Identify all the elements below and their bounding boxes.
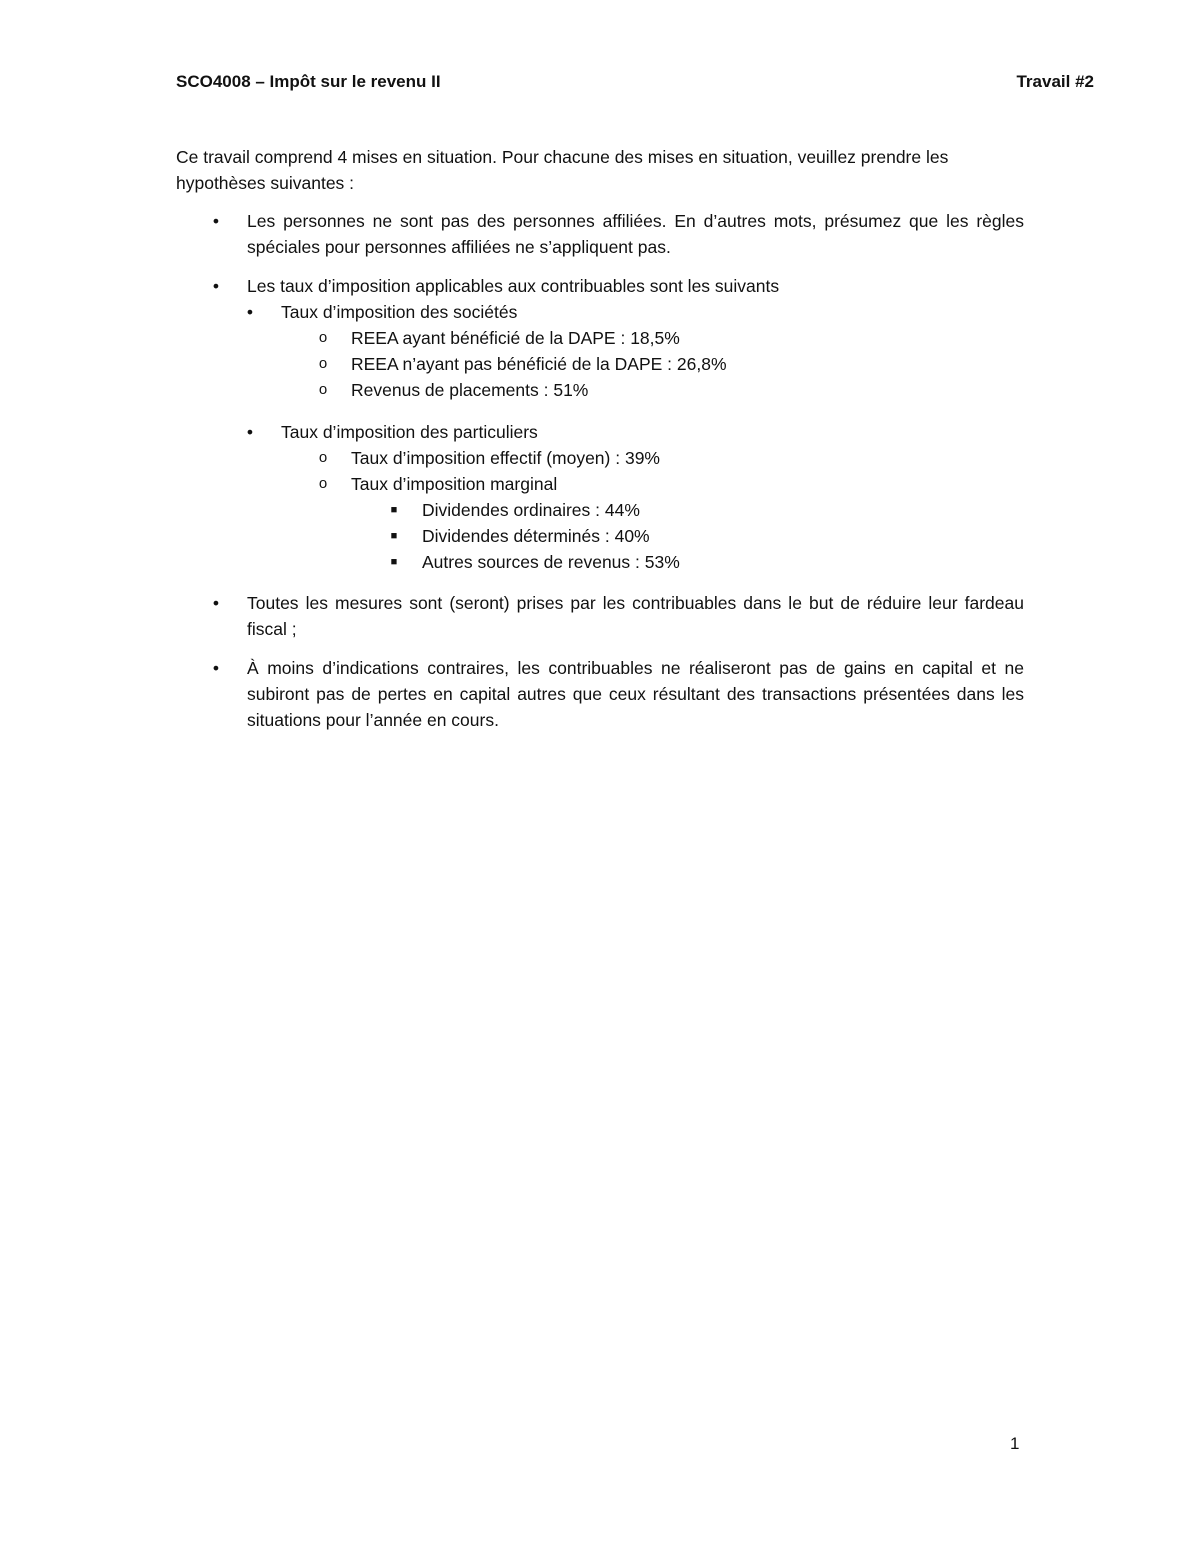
- individual-rates-label: Taux d’imposition des particuliers: [281, 422, 538, 442]
- list-item: [176, 655, 1024, 733]
- list-item: [176, 497, 1024, 523]
- assumption-affiliated: Les personnes ne sont pas des personnes affiliées. En d’autres mots, présumez que les règles spéciales pour personnes affiliées ne s’appliquent pas.: [247, 211, 1024, 257]
- individual-effective-rate: Taux d’imposition effectif (moyen) : 39%: [351, 448, 660, 468]
- assumption-list-2b: [176, 419, 1024, 575]
- assumption-list-1: [176, 208, 1024, 260]
- bullet-icon: •: [212, 593, 220, 613]
- list-item: [176, 377, 1024, 403]
- page-number: 1: [1010, 1434, 1020, 1453]
- list-item: [176, 299, 1024, 325]
- assumption-list-2: [176, 273, 1024, 403]
- corporate-rates-label: Taux d’imposition des sociétés: [281, 302, 518, 322]
- list-item: [176, 419, 1024, 445]
- list-item: [176, 325, 1024, 351]
- bullet-icon: •: [246, 422, 254, 442]
- marginal-rate-item: Dividendes déterminés : 40%: [422, 526, 650, 546]
- square-bullet-icon: ■: [390, 530, 398, 542]
- square-bullet-icon: ■: [390, 556, 398, 568]
- list-item: [176, 471, 1024, 497]
- corporate-rate-item: REEA ayant bénéficié de la DAPE : 18,5%: [351, 328, 680, 348]
- list-item: [176, 590, 1024, 642]
- list-item: [176, 523, 1024, 549]
- circle-bullet-icon: o: [318, 475, 328, 492]
- marginal-rate-item: Dividendes ordinaires : 44%: [422, 500, 640, 520]
- assumption-list-4: [176, 655, 1024, 733]
- list-item: [176, 351, 1024, 377]
- circle-bullet-icon: o: [318, 449, 328, 466]
- circle-bullet-icon: o: [318, 329, 328, 346]
- list-item: [176, 549, 1024, 575]
- assumption-capital-gains: À moins d’indications contraires, les contribuables ne réaliseront pas de gains en capital et ne subiront pas de pertes en capital autres que ceux résultant des transactions présentées dans les situations pour l’année en cours.: [247, 658, 1024, 730]
- page-header: [176, 72, 1094, 92]
- assumption-list-3: [176, 590, 1024, 642]
- bullet-icon: •: [212, 276, 220, 296]
- marginal-rate-item: Autres sources de revenus : 53%: [422, 552, 680, 572]
- intro-paragraph: Ce travail comprend 4 mises en situation. Pour chacune des mises en situation, veuillez prendre les hypothèses suivantes :: [176, 147, 949, 193]
- corporate-rate-item: Revenus de placements : 51%: [351, 380, 589, 400]
- bullet-icon: •: [246, 302, 254, 322]
- individual-marginal-rate: Taux d’imposition marginal: [351, 474, 558, 494]
- circle-bullet-icon: o: [318, 381, 328, 398]
- assignment-title: Travail #2: [1016, 72, 1094, 91]
- corporate-rate-item: REEA n’ayant pas bénéficié de la DAPE : 26,8%: [351, 354, 727, 374]
- bullet-icon: •: [212, 211, 220, 231]
- list-item: [176, 208, 1024, 260]
- assumption-tax-rates: Les taux d’imposition applicables aux contribuables sont les suivants: [247, 276, 780, 296]
- square-bullet-icon: ■: [390, 504, 398, 516]
- course-title: SCO4008 – Impôt sur le revenu II: [176, 72, 441, 91]
- list-item: [176, 445, 1024, 471]
- bullet-icon: •: [212, 658, 220, 678]
- circle-bullet-icon: o: [318, 355, 328, 372]
- list-item: [176, 273, 1024, 299]
- assumption-tax-burden: Toutes les mesures sont (seront) prises par les contribuables dans le but de réduire leur fardeau fiscal ;: [247, 593, 1024, 639]
